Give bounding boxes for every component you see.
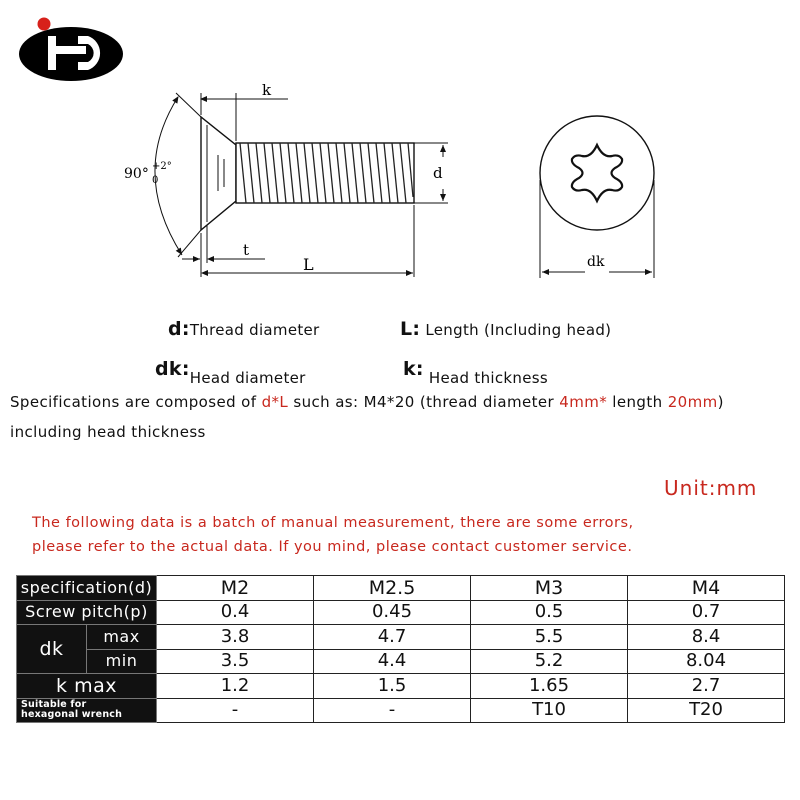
table-cell: -: [157, 698, 314, 723]
label-angle: 90°: [124, 166, 149, 182]
table-cell: 0.45: [314, 600, 471, 625]
spec-description: [10, 393, 724, 411]
legend-dk: [155, 358, 306, 387]
legend-dk-key: dk:: [155, 358, 190, 380]
table-cell: 1.5: [314, 674, 471, 699]
note-line-1: The following data is a batch of manual measurement, there are some errors,: [32, 515, 634, 531]
spec-text-6: 20mm: [667, 393, 718, 411]
spec-text-2: d*L: [261, 393, 289, 411]
table-cell: 5.5: [471, 625, 628, 650]
table-cell: 0.7: [628, 600, 785, 625]
spec-table: [16, 575, 785, 723]
table-cell: 4.7: [314, 625, 471, 650]
spec-text-1: Specifications are composed of: [10, 393, 262, 411]
wrench-header-cell: [17, 698, 157, 723]
wrench-header-line-1: Suitable for: [21, 699, 87, 711]
table-cell: 8.4: [628, 625, 785, 650]
table-cell: M4: [628, 576, 785, 601]
max-header-cell: max: [87, 625, 157, 650]
spec-description-line2: including head thickness: [10, 423, 206, 441]
table-cell: 0.5: [471, 600, 628, 625]
label-angle-plus: +2°: [152, 161, 172, 172]
spec-text-7: ): [717, 393, 724, 411]
table-row: [17, 698, 785, 723]
brand-logo: [18, 10, 124, 82]
k-header-cell: k max: [17, 674, 157, 699]
label-angle-minus: 0: [152, 175, 159, 186]
table-cell: -: [314, 698, 471, 723]
table-cell: 3.8: [157, 625, 314, 650]
table-row: [17, 600, 785, 625]
table-cell: M3: [471, 576, 628, 601]
screw-head-top-view-drawing: [525, 98, 665, 283]
spec-text-3: such as: M4*20 (thread diameter: [288, 393, 560, 411]
table-cell: 1.65: [471, 674, 628, 699]
min-header-cell: min: [87, 649, 157, 674]
table-row: [17, 649, 785, 674]
legend-d-key: d:: [168, 318, 190, 340]
legend-k-text: Head thickness: [428, 369, 548, 387]
note-line-2: please refer to the actual data. If you mind, please contact customer service.: [32, 539, 633, 555]
wrench-header-line-2: hexagonal wrench: [21, 709, 123, 721]
table-row: [17, 576, 785, 601]
spec-text-5: length: [607, 393, 668, 411]
legend-L-text: Length (Including head): [425, 321, 612, 339]
table-cell: T20: [628, 698, 785, 723]
table-row: [17, 674, 785, 699]
label-L: L: [303, 255, 314, 274]
table-cell: 4.4: [314, 649, 471, 674]
table-cell: M2.5: [314, 576, 471, 601]
table-cell: 5.2: [471, 649, 628, 674]
legend-d-text: Thread diameter: [189, 321, 320, 339]
table-cell: 2.7: [628, 674, 785, 699]
label-d: d: [433, 164, 443, 182]
dk-header-cell: dk: [17, 625, 87, 674]
legend-d: [168, 318, 320, 340]
label-dk: dk: [587, 254, 605, 270]
screw-side-view-drawing: [110, 81, 443, 290]
table-cell: T10: [471, 698, 628, 723]
legend-L-key: L:: [400, 318, 421, 340]
table-cell: 8.04: [628, 649, 785, 674]
legend-L: [400, 318, 611, 340]
table-cell: 1.2: [157, 674, 314, 699]
label-k: k: [262, 81, 272, 99]
table-cell: 0.4: [157, 600, 314, 625]
legend-k-key: k:: [403, 358, 424, 380]
table-row: [17, 625, 785, 650]
legend-k: [403, 358, 548, 387]
label-t: t: [243, 241, 250, 259]
unit-label: Unit:mm: [664, 476, 758, 500]
spec-header-cell: specification(d): [17, 576, 157, 601]
table-cell: M2: [157, 576, 314, 601]
spec-text-4: 4mm*: [559, 393, 608, 411]
table-cell: 3.5: [157, 649, 314, 674]
pitch-header-cell: Screw pitch(p): [17, 600, 157, 625]
legend-dk-text: Head diameter: [189, 369, 306, 387]
